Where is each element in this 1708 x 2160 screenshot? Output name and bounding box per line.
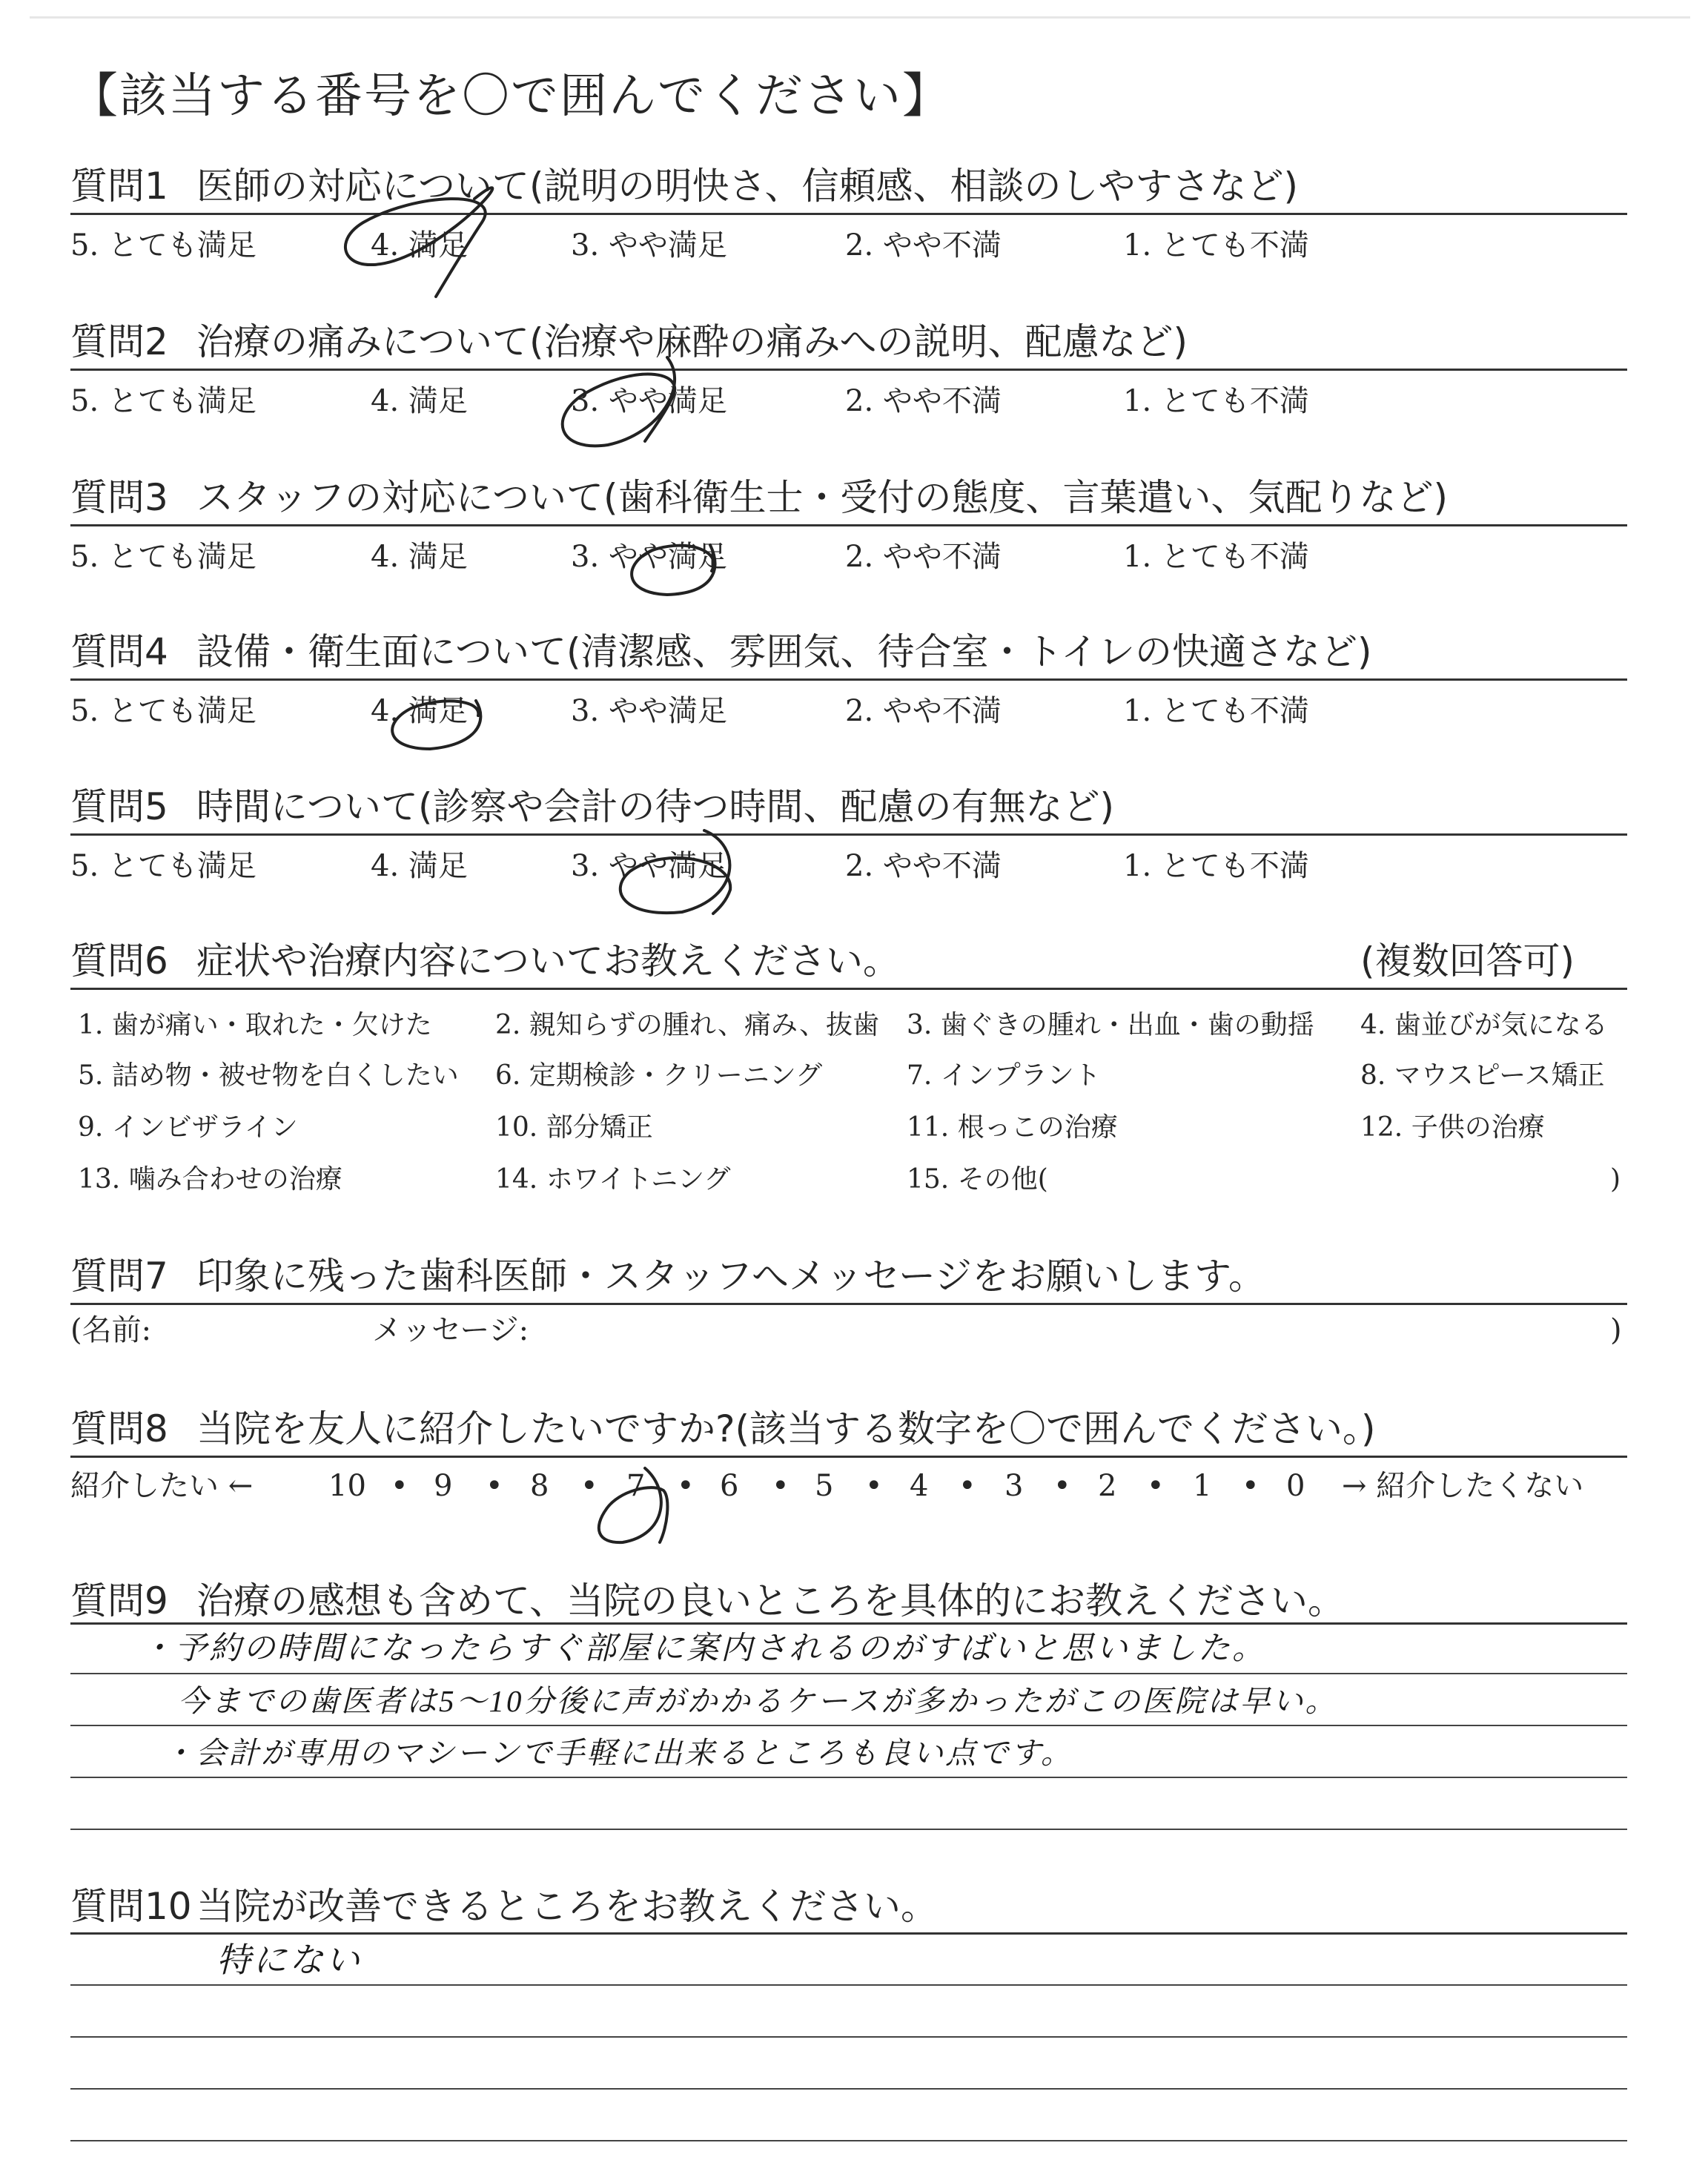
option-somewhat-satisfied[interactable]: 3. やや満足 bbox=[571, 384, 727, 418]
option-very-satisfied[interactable]: 5. とても満足 bbox=[70, 849, 256, 883]
question-number: 質問6 bbox=[70, 939, 168, 982]
answer-line bbox=[70, 2088, 1627, 2090]
scale-dot: • bbox=[1053, 1469, 1071, 1503]
question-4 bbox=[70, 629, 1372, 675]
scale-left-label: 紹介したい ← bbox=[70, 1469, 254, 1503]
question-number: 質問10 bbox=[70, 1885, 192, 1928]
question-text: 治療の痛みについて(治療や麻酔の痛みへの説明、配慮など) bbox=[196, 320, 1188, 363]
question-7 bbox=[70, 1253, 1265, 1299]
question-rule bbox=[70, 1622, 1627, 1625]
message-close-paren: ) bbox=[1610, 1313, 1622, 1347]
symptom-item[interactable]: 10. 部分矯正 bbox=[495, 1112, 653, 1143]
recommend-scale bbox=[70, 1465, 1627, 1507]
scale-number-7[interactable]: 7 bbox=[626, 1469, 646, 1503]
symptom-item[interactable]: 8. マウスピース矯正 bbox=[1360, 1060, 1605, 1091]
symptom-item[interactable]: 4. 歯並びが気になる bbox=[1360, 1010, 1608, 1040]
scale-number-6[interactable]: 6 bbox=[720, 1469, 739, 1503]
scale-number-4[interactable]: 4 bbox=[910, 1469, 929, 1503]
question-number: 質問2 bbox=[70, 320, 168, 363]
question-text: 症状や治療内容についてお教えください。 bbox=[196, 939, 900, 982]
scale-number-0[interactable]: 0 bbox=[1286, 1469, 1305, 1503]
question-9 bbox=[70, 1578, 1345, 1624]
question-text: 印象に残った歯科医師・スタッフへメッセージをお願いします。 bbox=[196, 1255, 1265, 1298]
question-3 bbox=[70, 475, 1448, 521]
symptom-item[interactable]: 11. 根っこの治療 bbox=[907, 1112, 1118, 1143]
answer-line bbox=[70, 1725, 1627, 1726]
scale-right-label: → 紹介したくない bbox=[1342, 1469, 1584, 1503]
question-10 bbox=[70, 1883, 938, 1929]
handwritten-answer-line: 特にない bbox=[216, 1941, 362, 1979]
answer-line bbox=[70, 1829, 1627, 1830]
option-satisfied[interactable]: 4. 満足 bbox=[371, 849, 468, 883]
symptom-item[interactable]: 6. 定期検診・クリーニング bbox=[495, 1060, 823, 1091]
option-very-dissatisfied[interactable]: 1. とても不満 bbox=[1123, 384, 1309, 418]
scale-number-10[interactable]: 10 bbox=[328, 1469, 366, 1503]
option-somewhat-satisfied[interactable]: 3. やや満足 bbox=[571, 228, 727, 262]
question-number: 質問5 bbox=[70, 785, 168, 828]
option-very-satisfied[interactable]: 5. とても満足 bbox=[70, 540, 256, 574]
scale-number-9[interactable]: 9 bbox=[434, 1469, 453, 1503]
option-somewhat-satisfied[interactable]: 3. やや満足 bbox=[571, 694, 727, 728]
question-text: スタッフの対応について(歯科衛生士・受付の態度、言葉遣い、気配りなど) bbox=[196, 476, 1449, 519]
question-text: 医師の対応について(説明の明快さ、信頼感、相談のしやすさなど) bbox=[196, 165, 1299, 208]
scale-number-8[interactable]: 8 bbox=[530, 1469, 549, 1503]
symptom-item[interactable]: 7. インプラント bbox=[907, 1060, 1101, 1091]
answer-line bbox=[70, 1984, 1627, 1986]
page-title: 【該当する番号を〇で囲んでください】 bbox=[70, 69, 951, 124]
scale-dot: • bbox=[865, 1469, 883, 1503]
answer-line bbox=[70, 2140, 1627, 2141]
symptom-item[interactable]: 3. 歯ぐきの腫れ・出血・歯の動揺 bbox=[907, 1010, 1314, 1040]
option-very-dissatisfied[interactable]: 1. とても不満 bbox=[1123, 694, 1309, 728]
symptom-item[interactable]: 1. 歯が痛い・取れた・欠けた bbox=[78, 1010, 432, 1040]
answer-line bbox=[70, 2036, 1627, 2038]
question-5 bbox=[70, 784, 1114, 830]
answer-line bbox=[70, 1673, 1627, 1674]
name-label: (名前: bbox=[70, 1313, 152, 1347]
option-somewhat-satisfied[interactable]: 3. やや満足 bbox=[571, 540, 727, 574]
question-text: 当院が改善できるところをお教えください。 bbox=[196, 1885, 938, 1928]
question-number: 質問3 bbox=[70, 476, 168, 519]
scale-dot: • bbox=[772, 1469, 790, 1503]
scale-dot: • bbox=[391, 1469, 408, 1503]
other-close-paren: ) bbox=[1610, 1164, 1621, 1195]
option-very-dissatisfied[interactable]: 1. とても不満 bbox=[1123, 228, 1309, 262]
option-somewhat-satisfied[interactable]: 3. やや満足 bbox=[571, 849, 727, 883]
question-rule bbox=[70, 524, 1627, 526]
question-8 bbox=[70, 1406, 1376, 1452]
scale-number-3[interactable]: 3 bbox=[1004, 1469, 1024, 1503]
scale-dot: • bbox=[486, 1469, 503, 1503]
question-rule bbox=[70, 1932, 1627, 1935]
handwritten-answer-line: ・会計が専用のマシーンで手軽に出来るところも良い点です。 bbox=[163, 1736, 1073, 1770]
symptom-item[interactable]: 15. その他( bbox=[907, 1164, 1048, 1195]
option-very-dissatisfied[interactable]: 1. とても不満 bbox=[1123, 540, 1309, 574]
option-satisfied[interactable]: 4. 満足 bbox=[371, 384, 468, 418]
question-number: 質問1 bbox=[70, 165, 168, 208]
symptom-item[interactable]: 9. インビザライン bbox=[78, 1112, 298, 1143]
message-label: メッセージ: bbox=[372, 1313, 529, 1347]
question-rule bbox=[70, 678, 1627, 681]
option-very-satisfied[interactable]: 5. とても満足 bbox=[70, 228, 256, 262]
option-very-dissatisfied[interactable]: 1. とても不満 bbox=[1123, 849, 1309, 883]
symptom-item[interactable]: 12. 子供の治療 bbox=[1360, 1112, 1545, 1143]
question-2 bbox=[70, 319, 1188, 365]
scale-number-1[interactable]: 1 bbox=[1193, 1469, 1212, 1503]
scale-dot: • bbox=[677, 1469, 695, 1503]
question-text: 設備・衛生面について(清潔感、雰囲気、待合室・トイレの快適さなど) bbox=[196, 630, 1372, 673]
question-text: 当院を友人に紹介したいですか?(該当する数字を〇で囲んでください。) bbox=[196, 1407, 1376, 1450]
question-text: 治療の感想も含めて、当院の良いところを具体的にお教えください。 bbox=[196, 1579, 1345, 1622]
option-satisfied[interactable]: 4. 満足 bbox=[371, 694, 468, 728]
question-rule bbox=[70, 1456, 1627, 1458]
option-satisfied[interactable]: 4. 満足 bbox=[371, 228, 468, 262]
question-6 bbox=[70, 938, 900, 984]
question-rule bbox=[70, 833, 1627, 836]
option-satisfied[interactable]: 4. 満足 bbox=[371, 540, 468, 574]
question-number: 質問7 bbox=[70, 1255, 168, 1298]
multiple-answer-note: (複数回答可) bbox=[1360, 939, 1575, 982]
option-somewhat-dissatisfied[interactable]: 2. やや不満 bbox=[845, 384, 1002, 418]
symptom-item[interactable]: 13. 噛み合わせの治療 bbox=[78, 1164, 342, 1195]
question-1 bbox=[70, 163, 1298, 209]
question-rule bbox=[70, 369, 1627, 371]
top-border bbox=[30, 16, 1690, 19]
question-number: 質問9 bbox=[70, 1579, 168, 1622]
answer-line bbox=[70, 1777, 1627, 1778]
question-number: 質問8 bbox=[70, 1407, 168, 1450]
scale-number-5[interactable]: 5 bbox=[815, 1469, 834, 1503]
option-very-satisfied[interactable]: 5. とても満足 bbox=[70, 694, 256, 728]
symptom-item[interactable]: 2. 親知らずの腫れ、痛み、抜歯 bbox=[495, 1010, 880, 1040]
scale-dot: • bbox=[1242, 1469, 1260, 1503]
option-somewhat-dissatisfied[interactable]: 2. やや不満 bbox=[845, 540, 1002, 574]
question-rule bbox=[70, 988, 1627, 990]
symptom-item[interactable]: 5. 詰め物・被せ物を白くしたい bbox=[78, 1060, 459, 1091]
scale-dot: • bbox=[580, 1469, 598, 1503]
handwritten-answer-line: 今までの歯医者は5〜10分後に声がかかるケースが多かったがこの医院は早い。 bbox=[178, 1684, 1338, 1718]
option-very-satisfied[interactable]: 5. とても満足 bbox=[70, 384, 256, 418]
scale-dot: • bbox=[1147, 1469, 1165, 1503]
question-text: 時間について(診察や会計の待つ時間、配慮の有無など) bbox=[196, 785, 1115, 828]
handwritten-answer-line: ・予約の時間になったらすぐ部屋に案内されるのがすばいと思いました。 bbox=[141, 1631, 1266, 1666]
question-rule bbox=[70, 1303, 1627, 1305]
scale-number-2[interactable]: 2 bbox=[1098, 1469, 1117, 1503]
question-rule bbox=[70, 213, 1627, 215]
scale-dot: • bbox=[959, 1469, 976, 1503]
option-somewhat-dissatisfied[interactable]: 2. やや不満 bbox=[845, 849, 1002, 883]
symptom-item[interactable]: 14. ホワイトニング bbox=[495, 1164, 731, 1195]
option-somewhat-dissatisfied[interactable]: 2. やや不満 bbox=[845, 694, 1002, 728]
option-somewhat-dissatisfied[interactable]: 2. やや不満 bbox=[845, 228, 1002, 262]
question-number: 質問4 bbox=[70, 630, 168, 673]
